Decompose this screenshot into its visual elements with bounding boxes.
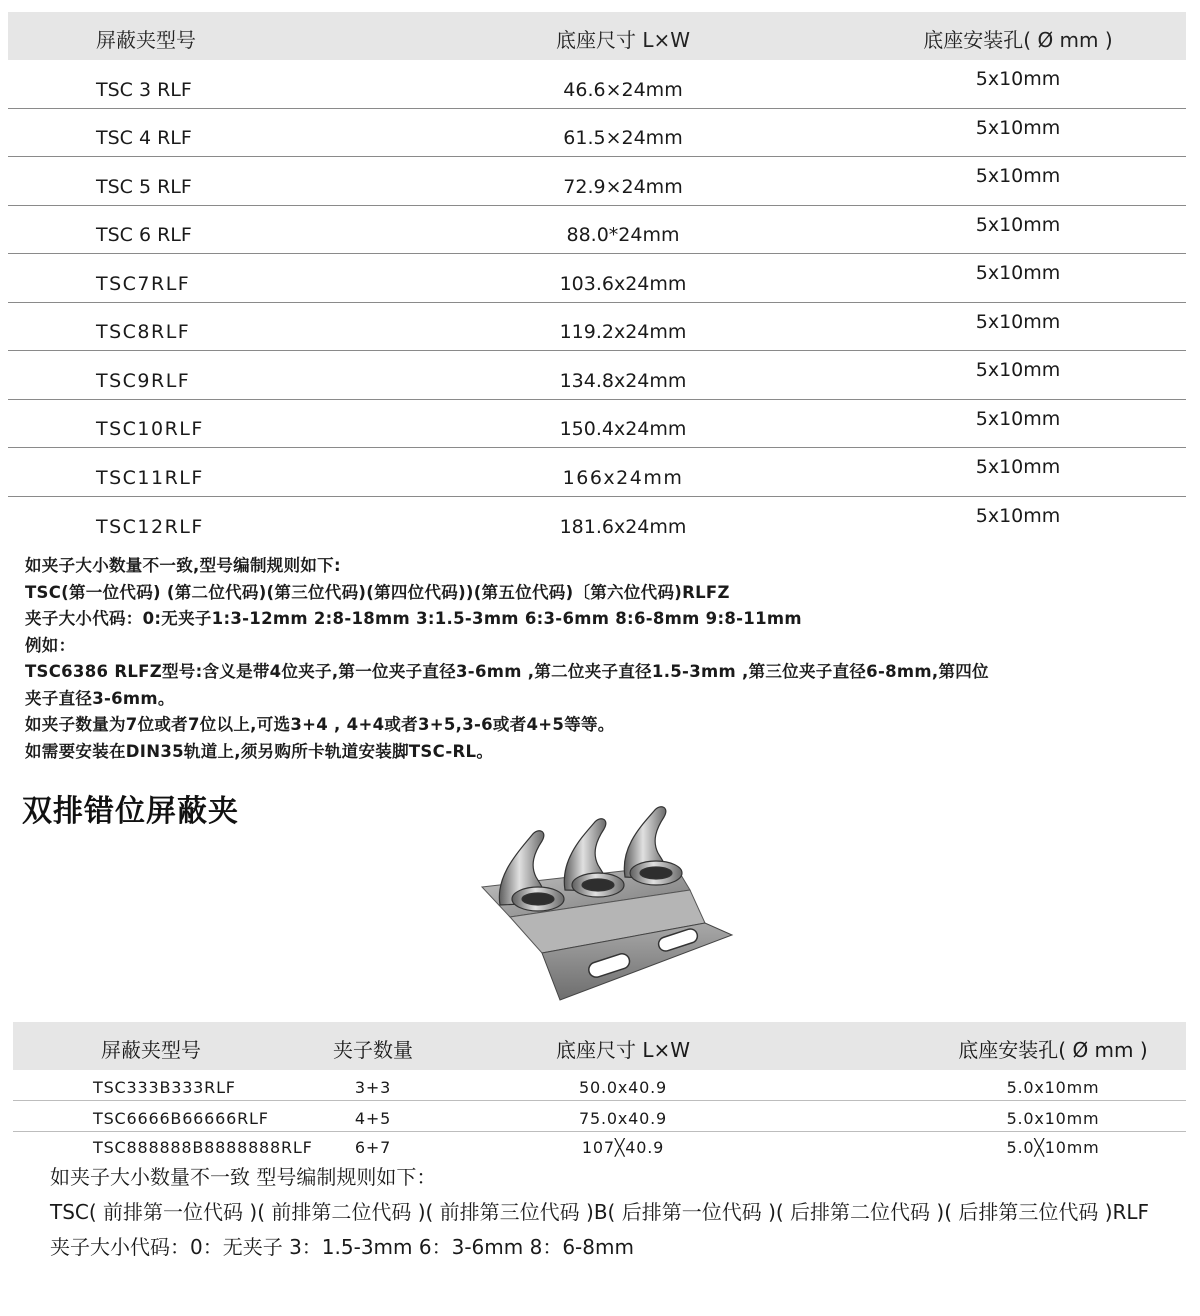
header-base-size: 底座尺寸 L×W (555, 27, 691, 52)
model-cell: TSC 5 RLF (96, 175, 192, 198)
hole-cell: 5x10mm (975, 165, 1061, 187)
hole-cell: 5.0╳10mm (1006, 1137, 1100, 1157)
section-title: 双排错位屏蔽夹 (22, 794, 239, 829)
size-cell: 150.4x24mm (559, 418, 687, 441)
size-cell: 103.6x24mm (559, 272, 687, 295)
model-cell: TSC 3 RLF (96, 78, 192, 101)
model-cell: TSC888888B8888888RLF (93, 1137, 313, 1157)
header-mount-hole: 底座安装孔( Ø mm ) (923, 27, 1113, 52)
model-cell: TSC11RLF (96, 466, 204, 489)
model-cell: TSC8RLF (96, 321, 191, 344)
size-cell: 107╳40.9 (581, 1137, 665, 1157)
note-line: 夹子直径3-6mm。 (25, 688, 175, 708)
table-row (8, 400, 1186, 449)
table-row (8, 206, 1186, 255)
model-cell: TSC6666B66666RLF (93, 1108, 269, 1128)
double-row-code-notes (50, 1160, 1190, 1265)
count-cell: 6+7 (354, 1137, 392, 1157)
note-line: TSC(第一位代码) (第二位代码)(第三位代码)(第四位代码))(第五位代码)〔第六位代码)RLFZ (25, 582, 730, 602)
table-row (8, 60, 1186, 109)
note-line: 如夹子数量为7位或者7位以上,可选3+4 , 4+4或者3+5,3-6或者4+5等等。 (25, 715, 615, 734)
hole-cell: 5.0x10mm (1006, 1108, 1100, 1128)
hole-cell: 5x10mm (975, 456, 1061, 478)
size-cell: 181.6x24mm (559, 515, 687, 538)
table-row (8, 303, 1186, 352)
size-cell: 88.0*24mm (566, 224, 680, 247)
model-cell: TSC9RLF (96, 369, 191, 392)
note-line: 夹子大小代码：0:无夹子1:3-12mm 2:8-18mm 3:1.5-3mm 6:3-6mm 8:6-8mm 9:8-11mm (25, 609, 802, 628)
hole-cell: 5x10mm (975, 68, 1061, 90)
size-cell: 75.0x40.9 (579, 1108, 667, 1128)
hole-cell: 5x10mm (975, 359, 1061, 381)
note-line: TSC6386 RLFZ型号:含义是带4位夹子,第一位夹子直径3-6mm ,第二位夹子直径1.5-3mm ,第三位夹子直径6-8mm,第四位 (25, 662, 989, 681)
header-clip-count: 夹子数量 (333, 1037, 413, 1062)
size-cell: 72.9×24mm (563, 175, 683, 198)
hole-cell: 5.0x10mm (1006, 1077, 1100, 1097)
header-base-size: 底座尺寸 L×W (555, 1037, 691, 1062)
count-cell: 4+5 (354, 1108, 392, 1128)
spec-table-double-row (13, 1022, 1186, 1158)
table-row (13, 1101, 1186, 1132)
note-line: TSC( 前排第一位代码 )( 前排第二位代码 )( 前排第三位代码 )B( 后排第一位代码 )( 后排第二位代码 )( 后排第三位代码 )RLF (50, 1200, 1150, 1224)
hole-cell: 5x10mm (975, 116, 1061, 139)
model-cell: TSC333B333RLF (93, 1077, 236, 1097)
header-model: 屏蔽夹型号 (96, 27, 196, 52)
size-cell: 46.6×24mm (563, 78, 683, 101)
hole-cell: 5x10mm (975, 262, 1061, 284)
model-cell: TSC 6 RLF (96, 224, 192, 247)
product-image (470, 795, 740, 1017)
table-header (13, 1022, 1186, 1070)
hole-cell: 5x10mm (975, 504, 1061, 527)
model-cell: TSC7RLF (96, 272, 191, 295)
spec-table-single-row (8, 12, 1186, 545)
table-row (8, 497, 1186, 546)
table-row (13, 1070, 1186, 1101)
size-cell: 61.5×24mm (563, 127, 683, 150)
model-cell: TSC10RLF (96, 418, 204, 441)
header-model: 屏蔽夹型号 (101, 1037, 201, 1062)
note-line: 如需要安装在DIN35轨道上,须另购所卡轨道安装脚TSC-RL。 (25, 741, 494, 761)
table-header (8, 12, 1186, 60)
table-row (8, 157, 1186, 206)
table-row (8, 109, 1186, 158)
table-row (8, 254, 1186, 303)
table-row (8, 448, 1186, 497)
note-line: 夹子大小代码：0：无夹子 3：1.5-3mm 6：3-6mm 8：6-8mm (50, 1235, 634, 1259)
table-row (13, 1132, 1186, 1158)
table-row (8, 351, 1186, 400)
model-code-notes (25, 553, 1125, 765)
note-line: 如夹子大小数量不一致 型号编制规则如下： (50, 1165, 437, 1189)
model-cell: TSC 4 RLF (96, 127, 192, 150)
hole-cell: 5x10mm (975, 407, 1061, 430)
hole-cell: 5x10mm (975, 310, 1061, 333)
count-cell: 3+3 (354, 1077, 392, 1097)
model-cell: TSC12RLF (96, 515, 204, 538)
size-cell: 119.2x24mm (559, 321, 687, 344)
size-cell: 50.0x40.9 (579, 1077, 667, 1097)
hole-cell: 5x10mm (975, 213, 1061, 236)
note-line: 例如： (25, 635, 76, 655)
header-mount-hole: 底座安装孔( Ø mm ) (958, 1037, 1148, 1062)
size-cell: 166x24mm (562, 466, 684, 489)
size-cell: 134.8x24mm (559, 369, 687, 392)
note-line: 如夹子大小数量不一致,型号编制规则如下: (25, 556, 341, 575)
